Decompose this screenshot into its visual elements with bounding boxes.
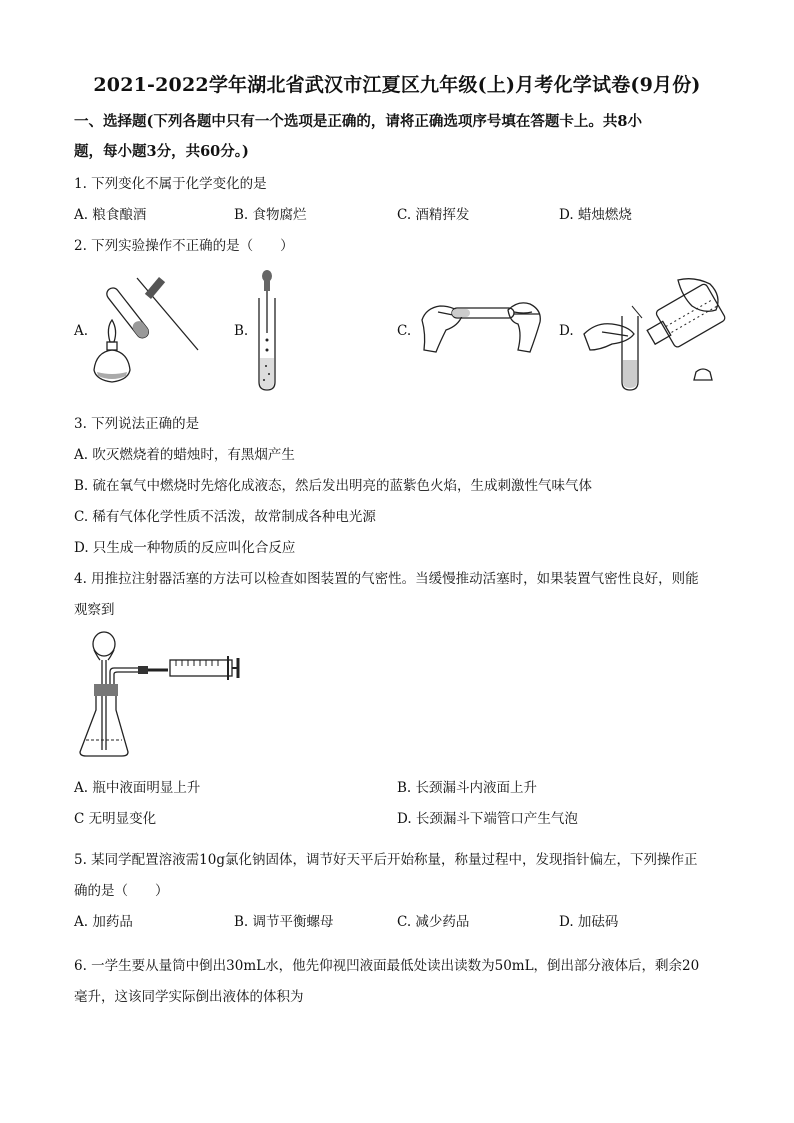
q5-option-a: A. 加药品 <box>74 914 133 930</box>
question-6-stem-line2: 毫升，这该同学实际倒出液体的体积为 <box>74 989 304 1005</box>
heating-test-tube-icon <box>92 272 202 387</box>
q4-option-c: C 无明显变化 <box>74 811 157 827</box>
q3-option-a: A. 吹灭燃烧着的蜡烛时，有黑烟产生 <box>74 447 295 463</box>
q5-option-c: C. 减少药品 <box>397 914 470 930</box>
section-header-line2: 题，每小题3分，共60分。) <box>74 143 249 160</box>
question-4-stem-line1: 4. 用推拉注射器活塞的方法可以检查如图装置的气密性。当缓慢推动活塞时，如果装置气密性良好，则能 <box>74 571 699 587</box>
test-tube-shaking-icon <box>418 290 548 362</box>
page-title: 2021-2022学年湖北省武汉市江夏区九年级(上)月考化学试卷(9月份) <box>93 74 701 96</box>
question-3-stem: 3. 下列说法正确的是 <box>74 416 200 432</box>
section-header-line1: 一、选择题(下列各题中只有一个选项是正确的，请将正确选项序号填在答题卡上。共8小 <box>74 113 642 130</box>
question-4-stem-line2: 观察到 <box>74 602 115 618</box>
airtightness-apparatus-icon <box>78 630 250 758</box>
q2-option-d: D. <box>559 323 574 339</box>
q1-option-b: B. 食物腐烂 <box>234 207 307 223</box>
q4-option-d: D. 长颈漏斗下端管口产生气泡 <box>397 811 578 827</box>
question-5-stem-line2: 确的是（ ） <box>74 883 169 899</box>
dropper-icon <box>252 268 282 394</box>
q3-option-c: C. 稀有气体化学性质不活泼，故常制成各种电光源 <box>74 509 376 525</box>
q2-option-b: B. <box>234 323 249 339</box>
q1-option-c: C. 酒精挥发 <box>397 207 470 223</box>
q3-option-b: B. 硫在氧气中燃烧时先熔化成液态，然后发出明亮的蓝紫色火焰，生成刺激性气味气体 <box>74 478 593 494</box>
q2-option-a: A. <box>74 323 89 339</box>
question-6-stem-line1: 6. 一学生要从量筒中倒出30mL水，他先仰视凹液面最低处读出读数为50mL，倒出部分液体后，剩余20 <box>74 958 700 974</box>
question-2-stem: 2. 下列实验操作不正确的是（ ） <box>74 238 294 254</box>
q4-option-a: A. 瓶中液面明显上升 <box>74 780 201 796</box>
q3-option-d: D. 只生成一种物质的反应叫化合反应 <box>74 540 296 556</box>
question-1-stem: 1. 下列变化不属于化学变化的是 <box>74 176 267 192</box>
q5-option-b: B. 调节平衡螺母 <box>234 914 334 930</box>
q4-option-b: B. 长颈漏斗内液面上升 <box>397 780 538 796</box>
q1-option-d: D. 蜡烛燃烧 <box>559 207 632 223</box>
question-5-stem-line1: 5. 某同学配置溶液需10g氯化钠固体，调节好天平后开始称量，称量过程中，发现指针偏左，下列操作正 <box>74 852 698 868</box>
pouring-liquid-icon <box>582 276 732 392</box>
q2-option-c: C. <box>397 323 412 339</box>
q5-option-d: D. 加砝码 <box>559 914 619 930</box>
q1-option-a: A. 粮食酿酒 <box>74 207 147 223</box>
